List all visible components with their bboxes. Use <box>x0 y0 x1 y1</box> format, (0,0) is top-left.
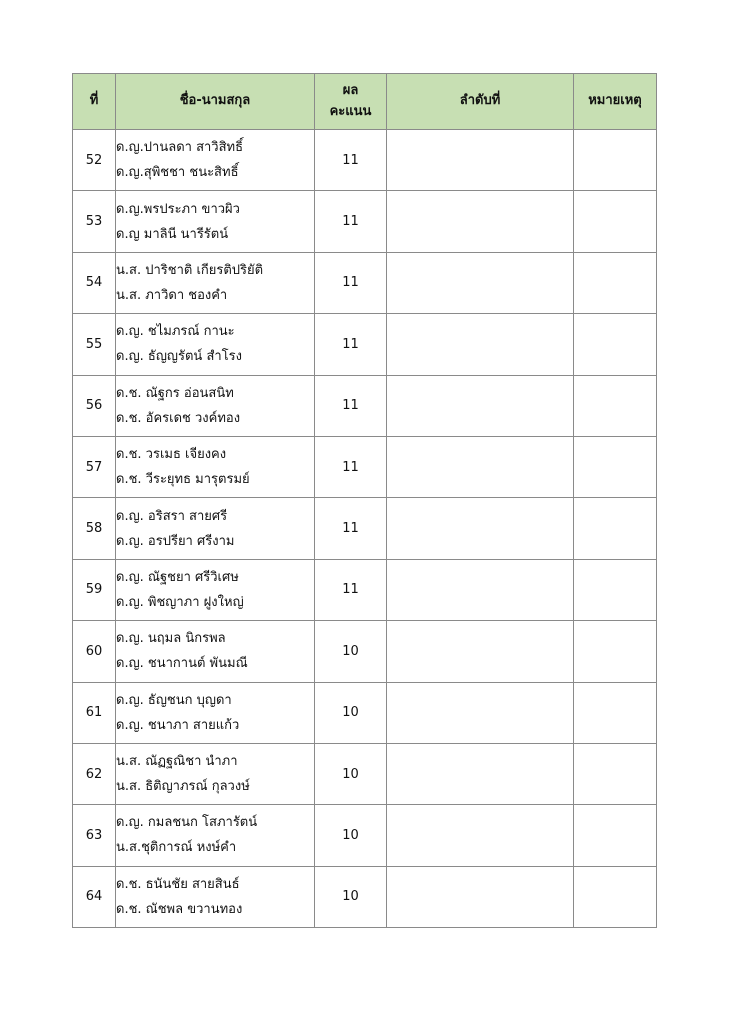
header-score-line2: คะแนน <box>329 103 372 119</box>
note-cell <box>574 130 657 191</box>
score-cell: 10 <box>315 743 387 804</box>
rank-cell <box>387 498 574 559</box>
row-number: 58 <box>73 498 116 559</box>
row-number: 62 <box>73 743 116 804</box>
note-cell <box>574 191 657 252</box>
score-cell: 11 <box>315 559 387 620</box>
student-name-1: ด.ญ. ชไมภรณ์ กานะ <box>116 324 235 340</box>
student-name-2: ด.ญ. ชนากานต์ พันมณี <box>116 656 248 672</box>
score-cell: 11 <box>315 252 387 313</box>
student-name-2: น.ส.ชุติการณ์ หงษ์คำ <box>116 840 237 856</box>
results-table <box>72 73 657 928</box>
student-name-1: ด.ญ. ณัฐชยา ศรีวิเศษ <box>116 569 239 585</box>
student-name-1: ด.ญ.ปานลดา สาวิสิทธิ์ <box>116 140 244 156</box>
row-number: 61 <box>73 682 116 743</box>
student-name-2: ด.ญ.สุพิชชา ชนะสิทธิ์ <box>116 165 239 181</box>
student-names <box>116 866 315 927</box>
student-name-2: ด.ญ มาลินี นารีรัตน์ <box>116 226 229 242</box>
score-cell: 11 <box>315 130 387 191</box>
table-row <box>73 559 657 620</box>
student-name-1: ด.ญ. ธัญชนก บุญดา <box>116 692 232 708</box>
student-names <box>116 130 315 191</box>
student-names <box>116 805 315 866</box>
table-row <box>73 314 657 375</box>
score-cell: 11 <box>315 191 387 252</box>
score-cell: 11 <box>315 314 387 375</box>
header-rank: ลำดับที่ <box>387 74 574 130</box>
header-score-line1: ผล <box>342 83 359 99</box>
student-names <box>116 559 315 620</box>
score-cell: 10 <box>315 621 387 682</box>
student-name-2: ด.ญ. พิชญาภา ฝูงใหญ่ <box>116 594 244 610</box>
row-number: 56 <box>73 375 116 436</box>
rank-cell <box>387 743 574 804</box>
student-name-1: น.ส. ณัฏฐณิชา นำภา <box>116 754 238 770</box>
student-name-1: ด.ญ. อริสรา สายศรี <box>116 508 228 524</box>
note-cell <box>574 314 657 375</box>
row-number: 64 <box>73 866 116 927</box>
score-cell: 10 <box>315 866 387 927</box>
student-name-1: ด.ช. ณัฐกร อ่อนสนิท <box>116 385 234 401</box>
student-names <box>116 191 315 252</box>
rank-cell <box>387 682 574 743</box>
table-row <box>73 682 657 743</box>
student-name-1: ด.ญ. นฤมล นิกรพล <box>116 631 226 647</box>
row-number: 60 <box>73 621 116 682</box>
student-names <box>116 314 315 375</box>
student-name-2: ด.ช. วีระยุทธ มารุตรมย์ <box>116 472 250 488</box>
row-number: 53 <box>73 191 116 252</box>
student-name-1: ด.ช. ธนันชัย สายสินธ์ <box>116 876 240 892</box>
table-row <box>73 743 657 804</box>
note-cell <box>574 621 657 682</box>
score-cell: 10 <box>315 682 387 743</box>
rank-cell <box>387 252 574 313</box>
student-names <box>116 621 315 682</box>
note-cell <box>574 682 657 743</box>
table-row <box>73 375 657 436</box>
row-number: 59 <box>73 559 116 620</box>
student-name-2: ด.ช. ณัชพล ขวานทอง <box>116 901 243 917</box>
student-names <box>116 252 315 313</box>
header-row <box>73 74 657 130</box>
student-name-2: น.ส. ธิติญาภรณ์ กุลวงษ์ <box>116 779 250 795</box>
student-name-1: ด.ญ.พรประภา ขาวผิว <box>116 201 240 217</box>
score-cell: 11 <box>315 375 387 436</box>
note-cell <box>574 252 657 313</box>
note-cell <box>574 866 657 927</box>
score-cell: 11 <box>315 498 387 559</box>
rank-cell <box>387 191 574 252</box>
score-cell: 11 <box>315 436 387 497</box>
score-cell: 10 <box>315 805 387 866</box>
student-name-1: น.ส. ปาริชาติ เกียรติปริยัติ <box>116 262 264 278</box>
note-cell <box>574 559 657 620</box>
table-row <box>73 621 657 682</box>
header-no: ที่ <box>73 74 116 130</box>
note-cell <box>574 436 657 497</box>
table-row <box>73 252 657 313</box>
row-number: 63 <box>73 805 116 866</box>
header-score <box>315 74 387 130</box>
student-names <box>116 682 315 743</box>
row-number: 57 <box>73 436 116 497</box>
student-name-2: น.ส. ภาวิดา ชองคำ <box>116 287 228 303</box>
note-cell <box>574 498 657 559</box>
rank-cell <box>387 621 574 682</box>
student-name-1: ด.ญ. กมลชนก โสภารัตน์ <box>116 815 258 831</box>
row-number: 54 <box>73 252 116 313</box>
student-names <box>116 436 315 497</box>
student-names <box>116 498 315 559</box>
table-row <box>73 866 657 927</box>
rank-cell <box>387 559 574 620</box>
student-names <box>116 375 315 436</box>
student-name-1: ด.ช. วรเมธ เจียงคง <box>116 447 227 463</box>
rank-cell <box>387 436 574 497</box>
row-number: 55 <box>73 314 116 375</box>
note-cell <box>574 375 657 436</box>
rank-cell <box>387 314 574 375</box>
rank-cell <box>387 130 574 191</box>
student-name-2: ด.ญ. ธัญญรัตน์ สำโรง <box>116 349 242 365</box>
student-name-2: ด.ญ. อรปรียา ศรีงาม <box>116 533 235 549</box>
table-row <box>73 130 657 191</box>
table-row <box>73 498 657 559</box>
student-name-2: ด.ช. อัครเดช วงค์ทอง <box>116 410 241 426</box>
header-name: ชื่อ-นามสกุล <box>116 74 315 130</box>
note-cell <box>574 805 657 866</box>
rank-cell <box>387 805 574 866</box>
table-row <box>73 805 657 866</box>
student-names <box>116 743 315 804</box>
row-number: 52 <box>73 130 116 191</box>
table-row <box>73 436 657 497</box>
rank-cell <box>387 866 574 927</box>
student-name-2: ด.ญ. ชนาภา สายแก้ว <box>116 717 240 733</box>
rank-cell <box>387 375 574 436</box>
table-row <box>73 191 657 252</box>
note-cell <box>574 743 657 804</box>
header-note: หมายเหตุ <box>574 74 657 130</box>
